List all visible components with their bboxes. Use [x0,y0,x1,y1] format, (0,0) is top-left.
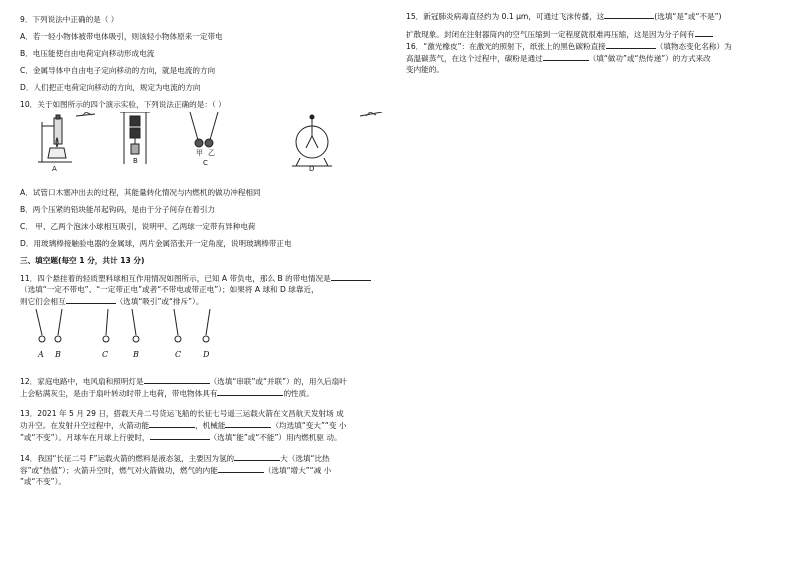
q12-text2a: 上会粘满灰尘，是由于扇叶转动时带上电荷，带电物体具有 [20,389,218,398]
q13-text2b: ，机械能 [195,421,226,430]
q10-stem: 10．关于如图所示的四个演示实验，下列说法正确的是：（ ） [20,100,226,109]
q11-hanging-balls-figure [28,309,228,369]
q9-option-d: D．人们把正电荷定向移动的方向，规定为电流的方向 [20,83,201,92]
q16-line2 [406,52,776,64]
q13-text3b: （选填“能”或“不能”）用内燃机驱 动。 [209,433,342,442]
q9-option-a: A．若一轻小物体被带电体吸引，则该轻小物体原来一定带电 [20,32,223,41]
q15-text2a: 扩散现象。封闭在注射器筒内的空气压缩到一定程度就很难再压缩，这是因为分子间有 [406,30,695,39]
q10-option-c: C． 甲、乙两个泡沫小球相互吸引，说明甲、乙两球一定带有异种电荷 [20,222,256,231]
q13-line2 [20,419,400,431]
q13-text2a: 功升空。在发射升空过程中，火箭动能 [20,421,150,430]
q10-option-d: D．用玻璃棒接触验电器的金属球，两片金属箔张开一定角度，说明玻璃棒带正电 [20,239,292,248]
q16-text1a: 16．“激光橡皮”：在激光的照射下，纸张上的黑色碳粉直接 [406,42,606,51]
q12-text1a: 12．家庭电路中，电风扇和照明灯是 [20,377,144,386]
q13-line3 [20,431,400,443]
experiment-illustrations [20,112,400,174]
q14-text1b: 大（选填“比热 [280,454,330,463]
right-column [406,10,776,75]
figure-label-yi: 乙 [208,149,215,157]
q14-line3: ”或“不变”）。 [20,477,66,486]
q16-line3: 变内能的。 [406,65,444,74]
q12-line1 [20,375,400,387]
q14-blank2[interactable] [218,464,264,473]
q14-text2a: 容”或“热值”）；火箭升空时，燃气对火箭做功，燃气的内能 [20,466,218,475]
figure-label-c: C [203,159,208,167]
q15-text1b: (选填“是”或“不是”) [654,12,722,21]
ball-label-a: A [38,350,44,359]
q15-blank2[interactable] [695,28,713,37]
q12-blank1[interactable] [144,375,210,384]
q13-line1: 13．2021 年 5 月 29 日，搭载天舟二号货运飞船的长征七号遥三运载火箭在文昌航天发射场 成 [20,409,344,418]
q13-blank3[interactable] [150,431,210,440]
q10-figures [20,112,400,174]
q16-text2b: （填“做功”或“热传递”）的方式来改 [588,54,711,63]
q12-text1b: （选填“串联”或“并联”）的，用久后扇叶 [209,377,347,386]
figure-label-b: B [133,157,138,165]
q12-blank2[interactable] [217,387,283,396]
q16-text2a: 高温碳蒸气，在这个过程中，碳粉是通过 [406,54,543,63]
q11-line2: （选填“一定不带电”、“一定带正电”或者“不带电或带正电”）；如果将 A 球和 D 球靠近， [20,285,319,294]
ball-label-b2: B [133,350,139,359]
q15-line1 [406,10,776,22]
ball-label-c: C [102,350,109,359]
q14-text1a: 14．我国“长征二号 F”运载火箭的燃料是液态氢，主要因为氢的 [20,454,235,463]
q12-text2b: 的性质。 [283,389,314,398]
q13-blank2[interactable] [225,419,271,428]
q11-line1 [20,272,400,284]
ball-label-d: D [203,350,210,359]
q15-line2 [406,28,776,40]
q13-text3a: ”或“不变”）。月球车在月球上行驶时， [20,433,150,442]
q11-text3a: 则它们会相互 [20,297,66,306]
figure-label-d: D [309,165,315,173]
section-heading-fill-in: 三、填空题(每空 1 分，共计 13 分) [20,256,145,265]
q11-text1: 11．四个悬挂着的轻质塑料球相互作用情况如图所示，已知 A 带负电，那么 B 的带电情况是 [20,274,331,283]
q16-blank2[interactable] [543,52,589,61]
q11-blank2[interactable] [66,295,116,304]
ball-label-b: B [55,350,61,359]
left-column [20,14,400,487]
q16-line1 [406,40,776,52]
q14-blank1[interactable] [234,452,280,461]
q11-text3b: （选填“吸引”或“排斥”）。 [115,297,204,306]
q15-blank1[interactable] [604,10,654,19]
q14-line1 [20,452,400,464]
q13-text2c: （均选填“变大”“变 小 [271,421,347,430]
q16-text1b: （填物态变化名称）为 [655,42,732,51]
q11-blank1[interactable] [331,272,371,281]
figure-label-jia: 甲 [196,149,203,157]
q9-option-b: B．电压能使自由电荷定向移动形成电流 [20,49,155,58]
q14-line2 [20,464,400,476]
q14-text2b: （选填“增大”“减 小 [263,466,332,475]
q10-option-b: B．两个压紧的铅块能吊起钩码，是由于分子间存在着引力 [20,205,216,214]
hanging-balls-diagram [28,309,228,353]
q15-text1a: 15．新冠肺炎病毒直径约为 0.1 μm，可通过飞沫传播，这 [406,12,605,21]
q12-line2 [20,387,400,399]
q16-blank1[interactable] [606,40,656,49]
figure-label-a: A [52,165,57,173]
q13-blank1[interactable] [149,419,195,428]
q11-line3 [20,295,400,307]
q9-option-c: C．金属导体中自由电子定向移动的方向，就是电流的方向 [20,66,216,75]
q9-stem: 9．下列说法中正确的是（ ） [20,15,119,24]
q10-option-a: A．试管口木塞冲出去的过程，其能量转化情况与内燃机的做功冲程相同 [20,188,261,197]
ball-label-c2: C [175,350,182,359]
